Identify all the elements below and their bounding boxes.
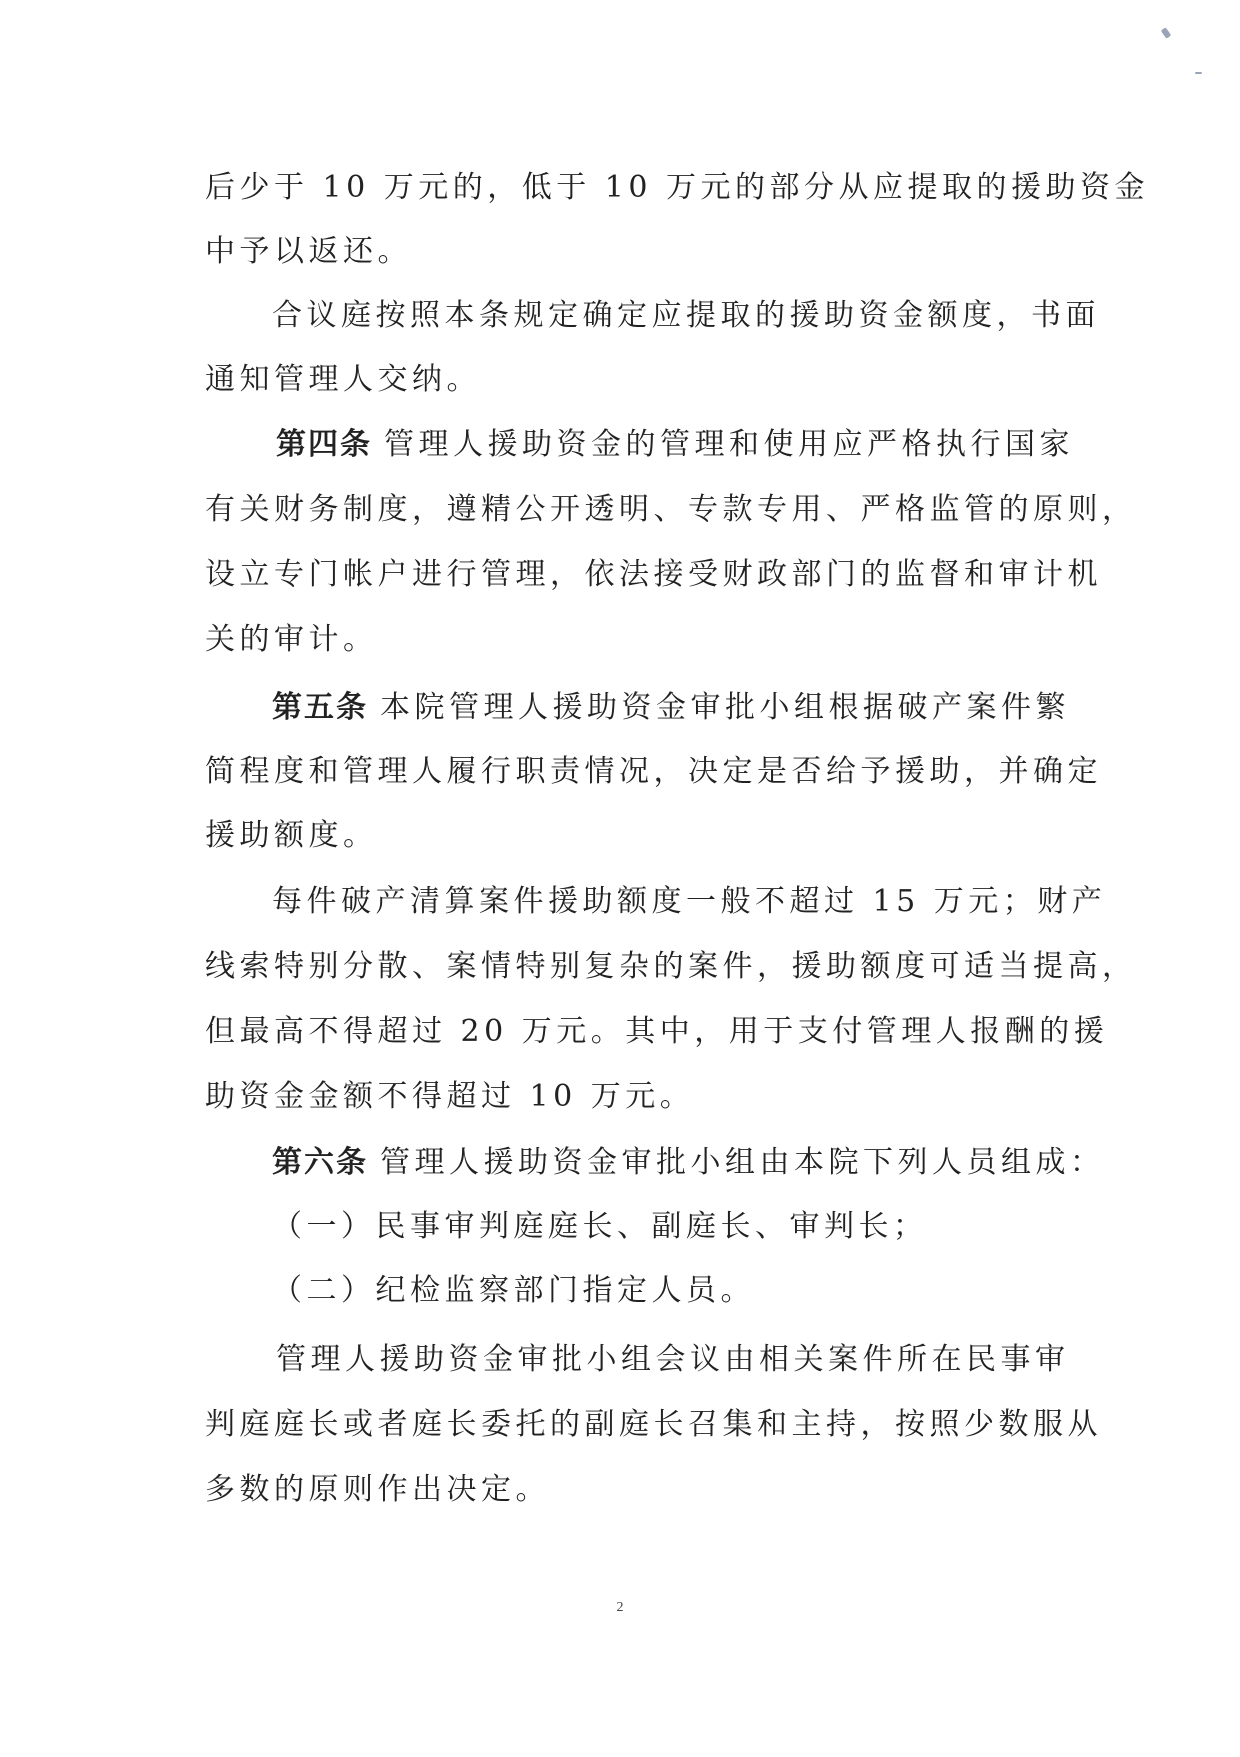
article-text: 本院管理人援助资金审批小组根据破产案件繁 — [380, 690, 1070, 725]
text-line: 每件破产清算案件援助额度一般不超过 15 万元；财产 — [272, 884, 1107, 919]
text-line: 有关财务制度，遵精公开透明、专款专用、严格监管的原则， — [205, 492, 1137, 527]
list-item: （二）纪检监察部门指定人员。 — [272, 1273, 755, 1308]
text-line: 关的审计。 — [205, 622, 378, 657]
text-line: 后少于 10 万元的，低于 10 万元的部分从应提取的援助资金 — [205, 170, 1149, 205]
text-line: 中予以返还。 — [205, 234, 412, 269]
text-line: 管理人援助资金审批小组会议由相关案件所在民事审 — [276, 1342, 1070, 1377]
text-line: 多数的原则作出决定。 — [205, 1472, 550, 1507]
text-line — [272, 1143, 1105, 1183]
article-heading: 第六条 — [272, 1145, 368, 1180]
text-line: 线索特别分散、案情特别复杂的案件，援助额度可适当提高， — [205, 949, 1137, 984]
page-number: 2 — [616, 1600, 624, 1615]
scan-mark — [1161, 27, 1172, 39]
text-line: 援助额度。 — [205, 818, 378, 853]
text-line: 判庭庭长或者庭长委托的副庭长召集和主持，按照少数服从 — [205, 1407, 1102, 1442]
article-heading: 第五条 — [272, 690, 368, 725]
list-item: （一）民事审判庭庭长、副庭长、审判长； — [272, 1209, 928, 1244]
text-line: 但最高不得超过 20 万元。其中，用于支付管理人报酬的援 — [205, 1014, 1109, 1049]
article-heading: 第四条 — [276, 427, 372, 462]
article-text: 管理人援助资金的管理和使用应严格执行国家 — [384, 427, 1074, 462]
text-line — [272, 688, 1070, 728]
scan-mark — [1195, 72, 1202, 74]
text-line: 通知管理人交纳。 — [205, 362, 481, 397]
text-line — [276, 425, 1074, 465]
article-text: 管理人援助资金审批小组由本院下列人员组成： — [380, 1145, 1105, 1180]
text-line: 助资金金额不得超过 10 万元。 — [205, 1079, 695, 1114]
text-line: 设立专门帐户进行管理，依法接受财政部门的监督和审计机 — [205, 557, 1102, 592]
text-line: 简程度和管理人履行职责情况，决定是否给予援助，并确定 — [205, 754, 1102, 789]
text-line: 合议庭按照本条规定确定应提取的援助资金额度，书面 — [272, 298, 1100, 333]
